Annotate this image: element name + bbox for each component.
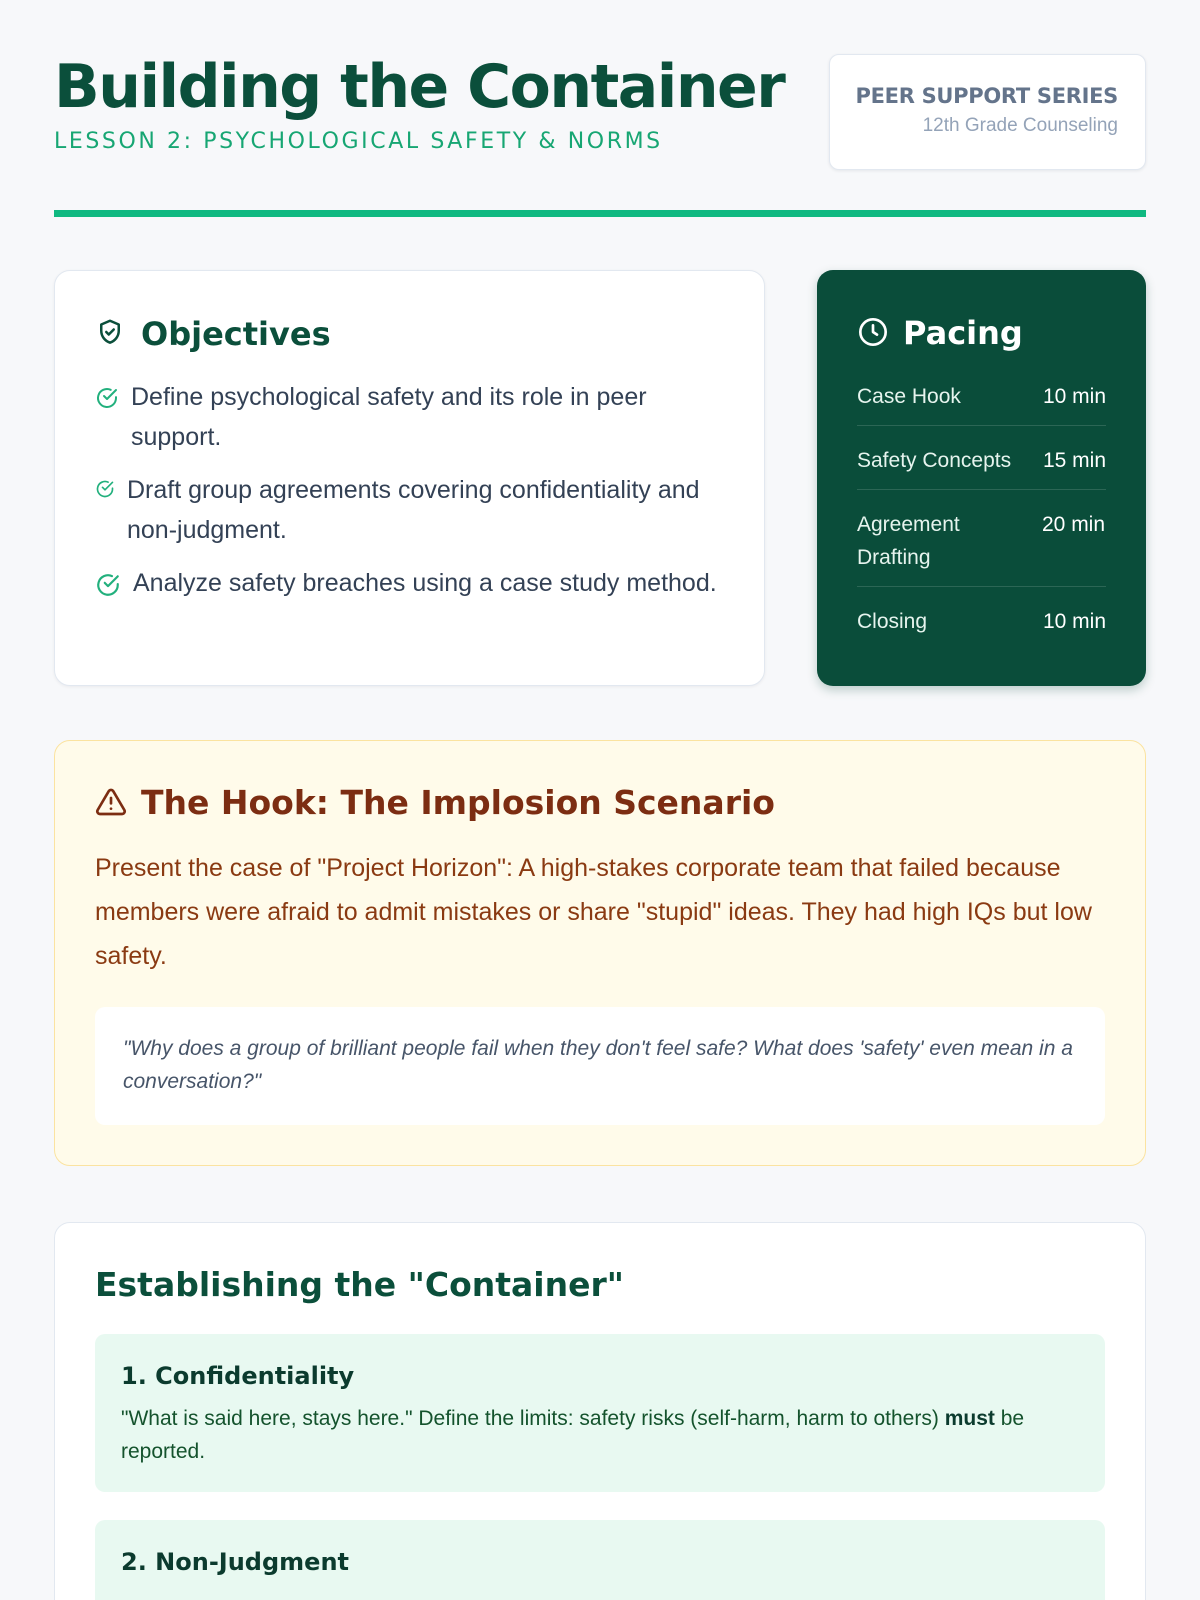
pacing-activity: Closing (857, 610, 928, 633)
pacing-row (857, 376, 1106, 426)
objective-item (95, 377, 724, 457)
pacing-time: 20 min (1042, 513, 1106, 536)
norm-card (95, 1334, 1105, 1492)
pacing-activity: Agreement Drafting (857, 513, 960, 569)
page-title: Building the Container (54, 52, 785, 122)
objective-item (95, 470, 724, 550)
norm-title: 1. Confidentiality (121, 1362, 355, 1390)
shield-check-icon (95, 317, 129, 351)
objective-text: Draft group agreements covering confidentiality and non-judgment. (127, 476, 700, 544)
pacing-card (817, 270, 1146, 686)
pacing-activity: Safety Concepts (857, 449, 1012, 472)
norm-description-text: "What is said here, stays here." Define the limits: safety risks (self-harm, harm to others) (121, 1407, 945, 1430)
objective-text: Define psychological safety and its role in peer support. (131, 383, 647, 451)
objectives-title: Objectives (141, 315, 331, 353)
overview-row (54, 270, 1146, 686)
check-circle-icon (95, 386, 119, 415)
pacing-heading (857, 314, 1106, 352)
hook-quote: "Why does a group of brilliant people fail when they don't feel safe? What does 'safety' even mean in a conversation?" (95, 1007, 1105, 1125)
hook-description: Present the case of "Project Horizon": A high-stakes corporate team that failed because members were afraid to admit mistakes or share "stupid" ideas. They had high IQs but low safety. (95, 854, 1092, 970)
hook-title: The Hook: The Implosion Scenario (141, 783, 775, 822)
objectives-list (95, 377, 724, 603)
norm-description (121, 1402, 1079, 1468)
lesson-subtitle: LESSON 2: PSYCHOLOGICAL SAFETY & NORMS (54, 129, 663, 154)
hook-heading (95, 783, 1105, 822)
series-grade: 12th Grade Counseling (922, 115, 1118, 136)
pacing-activity: Case Hook (857, 385, 961, 408)
objective-item (95, 563, 724, 603)
lesson-header (54, 0, 1146, 216)
norm-description-text: be reported. (121, 1407, 1025, 1463)
check-circle-icon (95, 479, 115, 504)
pacing-time: 15 min (1042, 449, 1106, 472)
container-title: Establishing the "Container" (95, 1265, 624, 1304)
pacing-row (857, 504, 1106, 587)
hook-card (54, 740, 1146, 1166)
norm-emphasis: must (944, 1407, 995, 1430)
objectives-card (54, 270, 765, 686)
objective-text: Analyze safety breaches using a case study method. (133, 569, 717, 597)
container-card (54, 1222, 1146, 1600)
series-title: PEER SUPPORT SERIES (855, 84, 1118, 108)
pacing-time: 10 min (1042, 610, 1106, 633)
pacing-title: Pacing (903, 314, 1023, 352)
header-divider (54, 210, 1146, 217)
warning-triangle-icon (95, 786, 129, 820)
series-badge (829, 54, 1146, 170)
pacing-row (857, 440, 1106, 490)
check-circle-icon (95, 572, 121, 603)
objectives-heading (95, 315, 724, 353)
clock-icon (857, 316, 891, 350)
norm-title: 2. Non-Judgment (121, 1548, 350, 1576)
pacing-row (857, 601, 1106, 650)
norm-card (95, 1520, 1105, 1600)
pacing-time: 10 min (1042, 385, 1106, 408)
